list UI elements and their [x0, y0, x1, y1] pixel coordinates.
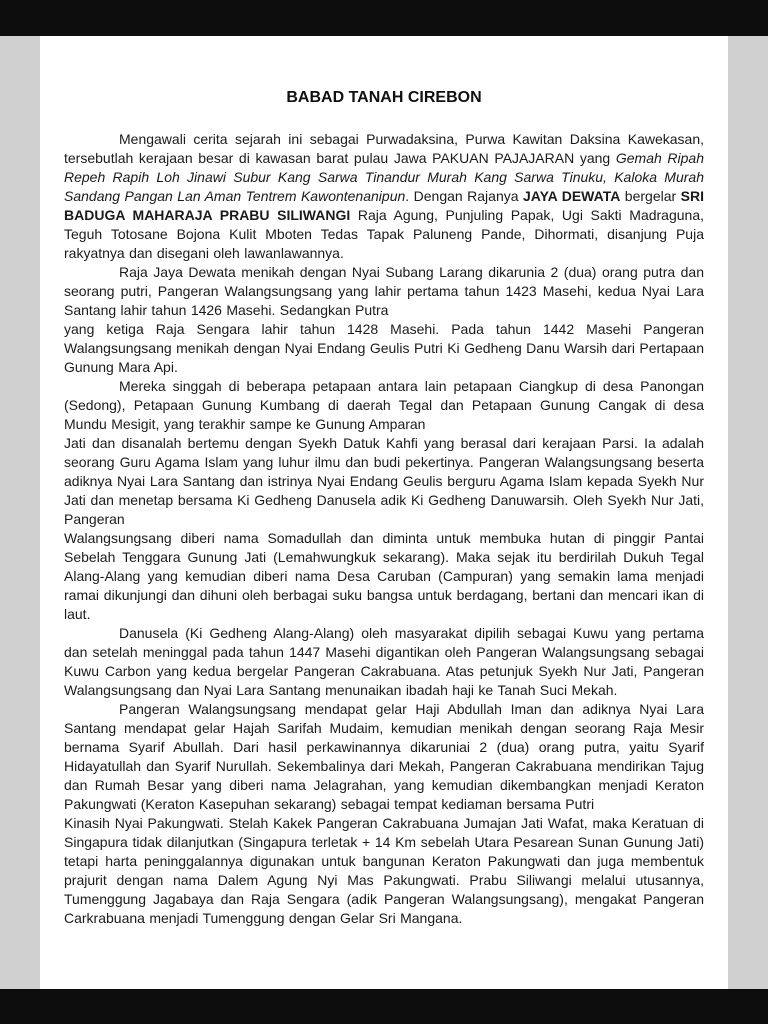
- text-run: bergelar: [620, 188, 681, 204]
- paragraph: [64, 624, 704, 700]
- paragraph: [64, 130, 704, 263]
- text-run: yang ketiga Raja Sengara lahir tahun 1428 Masehi. Pada tahun 1442 Masehi Pangeran Walangsungsang menikah dengan Nyai Endang Geulis Putri Ki Gedheng Danu Warsih dari Pertapaan Gunung Mara Api.: [64, 321, 704, 375]
- text-run: Mengawali cerita sejarah ini sebagai Purwadaksina, Purwa Kawitan Daksina Kawekasan, tersebutlah kerajaan besar di kawasan barat pulau Jawa PAKUAN PAJAJARAN yang: [64, 131, 704, 166]
- text-run: Kinasih Nyai Pakungwati. Stelah Kakek Pangeran Cakrabuana Jumajan Jati Wafat, maka Keratuan di Singapura tidak dilanjutkan (Singapura terletak + 14 Km sebelah Utara Pesarean Sunan Gunung Jati) tetapi harta peninggalannya digunakan untuk bangunan Keraton Pakungwati dan juga membentuk prajurit dengan nama Dalem Agung Nyi Mas Pakungwati. Prabu Siliwangi melalui utusannya, Tumenggung Jagabaya dan Raja Sengara (adik Pangeran Walangsungsang), mengakat Pangeran Carkrabuana menjadi Tumenggung dengan Gelar Sri Mangana.: [64, 815, 704, 926]
- text-run: Raja Agung, Punjuling Papak, Ugi Sakti Madraguna, Teguh Totosane Bojona Kulit Mboten Tedas Tapak Paluneng Pande, Dihormati, disanjung Puja rakyatnya dan disegani oleh lawanlawannya.: [64, 207, 705, 261]
- text-run: Mereka singgah di beberapa petapaan antara lain petapaan Ciangkup di desa Panongan (Sedong), Petapaan Gunung Kumbang di daerah Tegal dan Petapaan Gunung Cangak di desa Mundu Mesigit, yang terakhir sampe ke Gunung Amparan: [64, 378, 704, 432]
- document-title: BABAD TANAH CIREBON: [286, 89, 482, 106]
- text-run: Gemah Ripah Repeh Rapih Loh Jinawi Subur Kang Sarwa Tinandur Murah Kang Sarwa Tinuku, Kaloka Murah Sandang Pangan Lan Aman Tentrem Kawontenanipun: [64, 150, 704, 204]
- text-run: Pangeran Walangsungsang mendapat gelar Haji Abdullah Iman dan adiknya Nyai Lara Santang mendapat gelar Hajah Sarifah Mudaim, kemudian menikah dengan seorang Raja Mesir bernama Syarif Abullah. Dari hasil perkawinannya dikaruniai 2 (dua) orang putra, yaitu Syarif Hidayatullah dan Syarif Nurullah. Sekembalinya dari Mekah, Pangeran Cakrabuana mendirikan Tajug dan Rumah Besar yang diberi nama Jelagrahan, yang kemudian dikembangkan menjadi Keraton Pakungwati (Keraton Kasepuhan sekarang) sebagai tempat kediaman bersama Putri: [64, 701, 704, 812]
- letterbox-top: [0, 0, 768, 36]
- text-run: JAYA DEWATA: [523, 188, 621, 204]
- text-run: Walangsungsang diberi nama Somadullah dan diminta untuk membuka hutan di pinggir Pantai Sebelah Tenggara Gunung Jati (Lemahwungkuk sekarang). Maka sejak itu berdirilah Dukuh Tegal Alang-Alang yang kemudian diberi nama Desa Caruban (Campuran) yang semakin lama menjadi ramai dikunjungi dan dihuni oleh berbagai suku bangsa untuk berdagang, bertani dan mencari ikan di laut.: [64, 530, 704, 622]
- paragraph: [64, 700, 704, 928]
- paragraph: [64, 377, 704, 624]
- page-background: [0, 36, 768, 989]
- document-page: [40, 36, 728, 989]
- text-run: Jati dan disanalah bertemu dengan Syekh Datuk Kahfi yang berasal dari kerajaan Parsi. Ia adalah seorang Guru Agama Islam yang luhur ilmu dan budi pekertinya. Pangeran Walangsungsang beserta adiknya Nyai Lara Santang dan istrinya Nyai Endang Geulis berguru Agama Islam kepada Syekh Nur Jati dan menetap bersama Ki Gedheng Danusela adik Ki Gedheng Danuwarsih. Oleh Syekh Nur Jati, Pangeran: [64, 435, 704, 527]
- text-run: Raja Jaya Dewata menikah dengan Nyai Subang Larang dikarunia 2 (dua) orang putra dan seorang putri, Pangeran Walangsungsang yang lahir pertama tahun 1423 Masehi, kedua Nyai Lara Santang lahir tahun 1426 Masehi. Sedangkan Putra: [64, 264, 704, 318]
- text-run: Danusela (Ki Gedheng Alang-Alang) oleh masyarakat dipilih sebagai Kuwu yang pertama dan setelah meninggal pada tahun 1447 Masehi digantikan oleh Pangeran Walangsungsang sebagai Kuwu Carbon yang kedua bergelar Pangeran Cakrabuana. Atas petunjuk Syekh Nur Jati, Pangeran Walangsungsang dan Nyai Lara Santang menunaikan ibadah haji ke Tanah Suci Mekah.: [64, 625, 704, 698]
- text-run: SRI BADUGA MAHARAJA PRABU SILIWANGI: [64, 188, 704, 223]
- text-run: . Dengan Rajanya: [405, 188, 523, 204]
- paragraph: [64, 263, 704, 377]
- document-body: [40, 108, 728, 928]
- letterbox-bottom: [0, 989, 768, 1024]
